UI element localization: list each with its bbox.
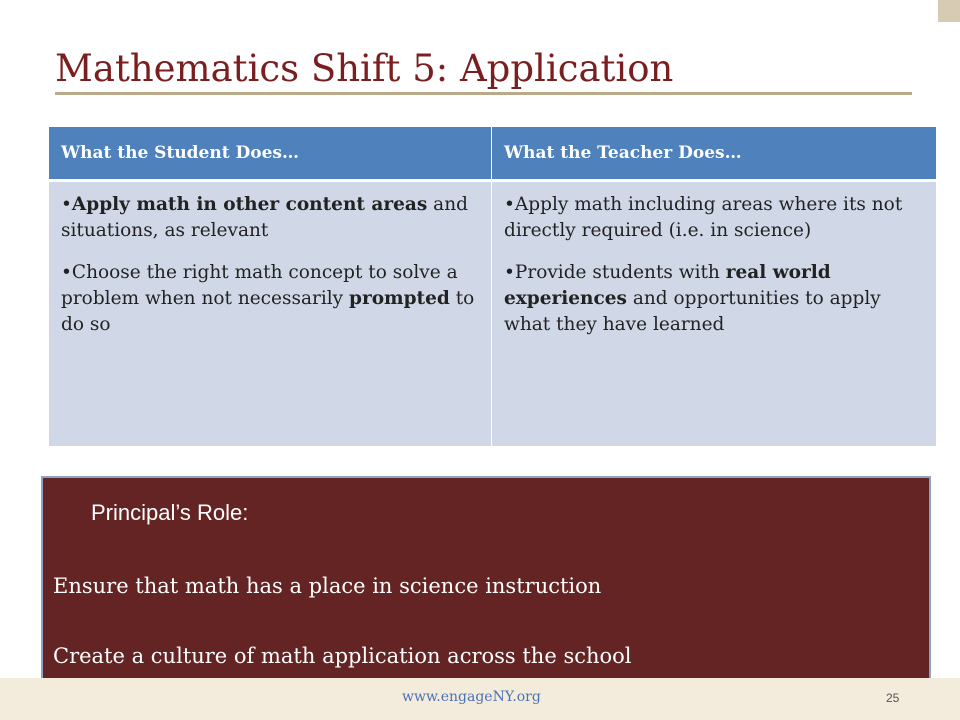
student-bullet-1-rest: and situations, as relevant xyxy=(61,194,468,241)
student-bullet-1-bold: Apply math in other content areas xyxy=(71,194,428,215)
student-bullet-2-rest: to do so xyxy=(61,288,475,335)
student-cell xyxy=(49,181,492,447)
footer-url: www.engageNY.org xyxy=(402,689,541,705)
table-header-row xyxy=(49,127,937,181)
bullet-dot-icon: • xyxy=(504,194,515,215)
corner-accent-square xyxy=(938,0,960,22)
shift-comparison-table xyxy=(48,126,937,447)
slide-title: Mathematics Shift 5: Application xyxy=(55,47,674,90)
teacher-bullet-2-bold: real world experiences xyxy=(504,262,831,309)
teacher-bullet-2-rest: and opportunities to apply what they have learned xyxy=(504,288,881,335)
principal-role-line: Ensure that math has a place in science instruction xyxy=(53,574,602,598)
bullet-dot-icon: • xyxy=(504,262,515,283)
header-teacher: What the Teacher Does… xyxy=(492,127,937,181)
principal-role-box xyxy=(41,476,931,680)
teacher-bullet-2 xyxy=(504,260,924,338)
teacher-bullet-2-start: Provide students with xyxy=(514,262,726,283)
student-bullet-2-start: Choose the right math concept to solve a problem when not necessarily xyxy=(61,262,458,309)
title-underline xyxy=(55,92,912,95)
page-number: 25 xyxy=(886,691,900,705)
header-student: What the Student Does… xyxy=(49,127,492,181)
teacher-cell xyxy=(492,181,937,447)
student-bullet-2-bold: prompted xyxy=(349,288,450,309)
principal-role-heading: Principal’s Role: xyxy=(91,500,249,525)
bullet-dot-icon: • xyxy=(61,262,72,283)
student-bullet-2 xyxy=(61,260,479,338)
teacher-bullet-1-text: Apply math including areas where its not directly required (i.e. in science) xyxy=(504,194,903,241)
student-bullet-1 xyxy=(61,192,479,244)
principal-role-line: Create a culture of math application across the school xyxy=(53,644,632,668)
teacher-bullet-1 xyxy=(504,192,924,244)
table-row xyxy=(49,181,937,447)
bullet-dot-icon: • xyxy=(61,194,72,215)
